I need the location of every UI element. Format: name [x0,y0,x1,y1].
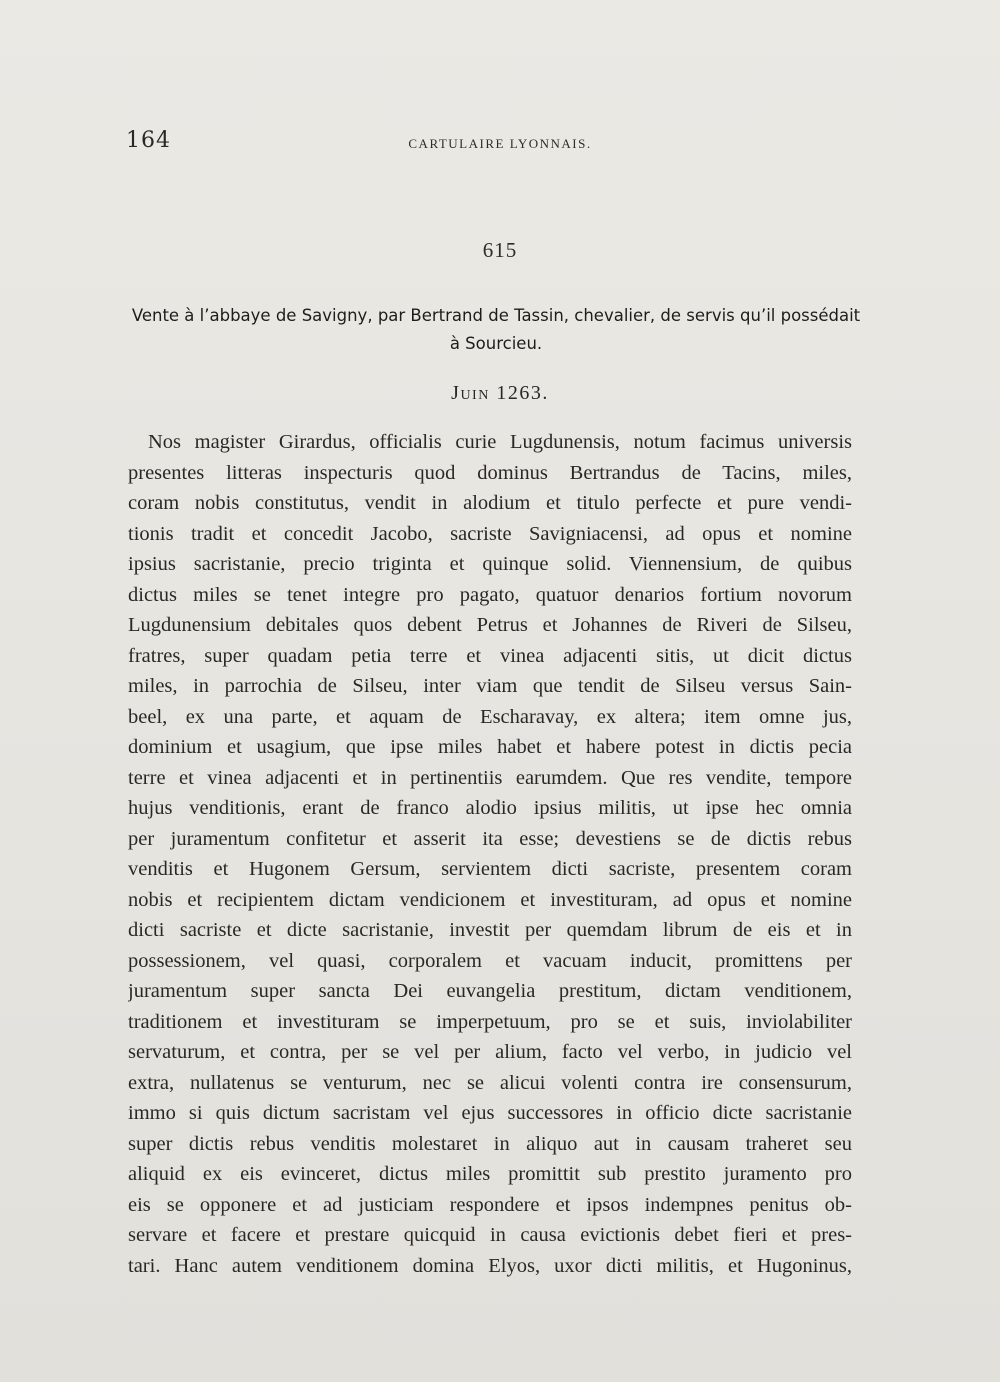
text-line: Nos magister Girardus, officialis curie Lugdunensis, notum facimus universis [148,431,852,453]
text-line: nobis et recipientem dictam vendicionem et investituram, ad opus et nomine [128,888,852,911]
text-line: servaturum, et contra, per se vel per alium, facto vel verbo, in judicio vel [128,1041,852,1063]
text-line: dicti sacriste et dicte sacristanie, investit per quemdam librum de eis et in [128,919,852,941]
page-number: 164 [126,128,171,153]
text-line: terre et vinea adjacenti et in pertinentiis earumdem. Que res vendite, tempore [128,766,852,789]
document-title: Vente à l’abbaye de Savigny, par Bertrand de Tassin, chevalier, de servis qu’il possédait à Sourcieu. [131,306,861,353]
text-line: fratres, super quadam petia terre et vinea adjacenti sitis, ut dicit dictus [128,644,852,667]
text-line: possessionem, vel quasi, corporalem et vacuam inducit, promittens per [128,949,852,972]
text-line: miles, in parrochia de Silseu, inter viam que tendit de Silseu versus Sain- [128,675,852,697]
text-line: beel, ex una parte, et aquam de Escharavay, ex altera; item omne jus, [128,705,852,728]
text-line: immo si quis dictum sacristam vel ejus successores in officio dicte sacristanie [128,1102,852,1124]
text-line: coram nobis constitutus, vendit in alodium et titulo perfecte et pure vendi- [128,492,852,514]
running-head: CARTULAIRE LYONNAIS. [408,136,592,151]
text-line: dictus miles se tenet integre pro pagato, quatuor denarios fortium novorum [128,583,852,606]
text-line: presentes litteras inspecturis quod dominus Bertrandus de Tacins, miles, [128,461,852,484]
text-line: per juramentum confitetur et asserit ita esse; devestiens se de dictis rebus [128,827,852,850]
charter-text [128,427,852,1281]
text-line: juramentum super sancta Dei euvangelia prestitum, dictam venditionem, [128,980,852,1002]
text-line: super dictis rebus venditis molestaret in aliquo aut in causam traheret seu [128,1132,852,1155]
text-line: tionis tradit et concedit Jacobo, sacriste Savigniacensi, ad opus et nomine [128,522,852,545]
text-line: servare et facere et prestare quicquid in causa evictionis debet fieri et pres- [128,1224,852,1246]
text-line: Lugdunensium debitales quos debent Petrus et Johannes de Riveri de Silseu, [128,614,852,636]
text-line: traditionem et investituram se imperpetuum, pro se et suis, inviolabiliter [128,1010,852,1033]
text-line: extra, nullatenus se venturum, nec se alicui volenti contra ire consensurum, [128,1071,852,1094]
text-line: dominium et usagium, que ipse miles habet et habere potest in dictis pecia [128,736,852,758]
text-line: aliquid ex eis evinceret, dictus miles promittit sub prestito juramento pro [128,1163,852,1185]
document-number: 615 [482,238,518,262]
text-line: hujus venditionis, erant de franco alodio ipsius militis, ut ipse hec omnia [128,797,852,819]
document-date: Juin 1263. [451,382,549,404]
text-line: venditis et Hugonem Gersum, servientem dicti sacriste, presentem coram [128,858,852,880]
text-line: tari. Hanc autem venditionem domina Elyos, uxor dicti militis, et Hugoninus, [128,1254,852,1277]
text-line: ipsius sacristanie, precio triginta et quinque solid. Viennensium, de quibus [128,553,852,575]
text-line: eis se opponere et ad justiciam respondere et ipsos indempnes penitus ob- [128,1193,852,1216]
